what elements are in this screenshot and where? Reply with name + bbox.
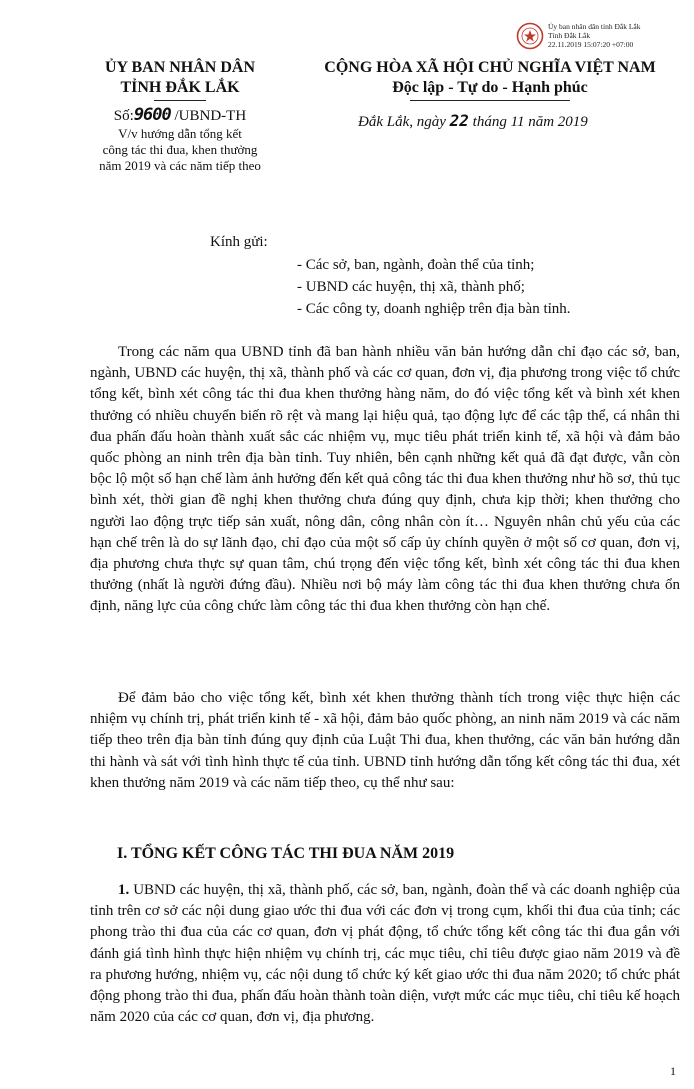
subject-line-2: công tác thi đua, khen thưởng	[102, 142, 258, 157]
subject-line-3: năm 2019 và các năm tiếp theo	[99, 158, 261, 173]
national-title: CỘNG HÒA XÃ HỘI CHỦ NGHĨA VIỆT NAM	[324, 59, 656, 76]
signature-line-1: Ủy ban nhân dân tỉnh Đắk Lắk	[548, 22, 641, 31]
date-suffix: tháng 11 năm 2019	[468, 114, 588, 130]
header-right	[300, 58, 680, 131]
body-paragraph-1: Trong các năm qua UBND tỉnh đã ban hành nhiều văn bản hướng dẫn chỉ đạo các sở, ban, ngành, UBND các huyện, thị xã, thành phố và các cơ quan, đơn vị, địa phương trong việc tổ chức tổng kết, bình xét công tác thi đua khen thưởng hàng năm, do đó việc tổng kết và bình xét khen thưởng có nhiều chuyển biến rõ rệt và mang lại hiệu quả, tạo động lực để các tập thể, cá nhân thi đua phấn đấu hoàn thành xuất sắc các nhiệm vụ, mục tiêu phát triển kinh tế, xã hội và đảm bảo quốc phòng an ninh trên địa bàn tỉnh. Tuy nhiên, bên cạnh những kết quả đã đạt được, vẫn còn bộc lộ một số hạn chế làm ảnh hưởng đến kết quả công tác thi đua khen thưởng như hồ sơ, thủ tục bình xét, thời gian đề nghị khen thưởng chưa đúng quy định, chưa kịp thời; khen thưởng cho người lao động trực tiếp sản xuất, nông dân, công nhân còn ít… Nguyên nhân chủ yếu của các hạn chế trên là do sự lãnh đạo, chỉ đạo của một số cấp ủy chính quyền ở một số cơ quan, đơn vị, địa phương chưa thực sự quan tâm, chú trọng đến việc tổng kết, bình xét công tác thi đua khen thưởng (nhất là người đứng đầu). Nhiều nơi bộ máy làm công tác thi đua khen thưởng chưa ổn định, năng lực của công chức làm công tác thi đua khen thưởng còn hạn chế.	[90, 344, 680, 615]
date-day: 22	[449, 111, 469, 130]
recipient-item: - Các sở, ban, ngành, đoàn thể của tỉnh;	[297, 257, 535, 273]
header-left	[70, 58, 290, 174]
national-motto: Độc lập - Tự do - Hạnh phúc	[392, 79, 588, 96]
signature-line-3: 22.11.2019 15:07:20 +07:00	[548, 40, 634, 49]
section-heading: I. TỔNG KẾT CÔNG TÁC THI ĐUA NĂM 2019	[117, 845, 455, 862]
place-date	[300, 111, 680, 131]
recipients-label: Kính gửi:	[210, 234, 268, 250]
seal-icon	[516, 22, 544, 50]
signature-line-2: Tỉnh Đắk Lắk	[548, 31, 591, 40]
page-number: 1	[670, 1064, 676, 1078]
item-number: 1.	[118, 882, 130, 898]
docno-number: 9600	[133, 105, 171, 125]
digital-signature	[516, 22, 686, 58]
docno-suffix: /UBND-TH	[170, 108, 247, 124]
subject-line-1: V/v hướng dẫn tổng kết	[118, 126, 242, 141]
item-text: UBND các huyện, thị xã, thành phố, các sở, ban, ngành, đoàn thể và các doanh nghiệp của tỉnh trên cơ sở các nội dung giao ước thi đua với các đơn vị trong cụm, khối thi đua của tỉnh; các phong trào thi đua của các cơ quan, đơn vị phát động, tổ chức tổng kết công tác thi đua gắn với đánh giá tình hình thực hiện nhiệm vụ chính trị, các mục tiêu, chỉ tiêu được giao năm 2019 và đề ra phương hướng, nhiệm vụ, các nội dung tổ chức ký kết giao ước thi đua năm 2020; tổ chức phát động phong trào thi đua, phấn đấu hoàn thành toàn diện, vượt mức các mục tiêu, chỉ tiêu kế hoạch năm 2020 của các cơ quan, đơn vị, địa phương.	[90, 882, 680, 1026]
body-paragraph-2: Để đảm bảo cho việc tổng kết, bình xét khen thưởng thành tích trong việc thực hiện các nhiệm vụ chính trị, phát triển kinh tế - xã hội, đảm bảo quốc phòng, an ninh năm 2019 và các năm tiếp theo trên địa bàn tỉnh đúng quy định của Luật Thi đua, khen thưởng, các văn bản hướng dẫn thi hành và sát với tình hình thực tế của tỉnh. UBND tỉnh hướng dẫn tổng kết công tác thi đua, xét khen thưởng năm 2019 và các năm tiếp theo, cụ thể như sau:	[90, 690, 680, 791]
recipient-item: - UBND các huyện, thị xã, thành phố;	[297, 279, 525, 295]
header-left-rule	[154, 100, 206, 101]
date-prefix: Đắk Lắk, ngày	[358, 114, 450, 130]
recipient-item: - Các công ty, doanh nghiệp trên địa bàn tỉnh.	[297, 301, 571, 317]
docno-prefix: Số:	[113, 108, 134, 124]
header-right-rule	[410, 100, 570, 101]
document-number	[70, 105, 290, 126]
body-paragraph-3	[90, 880, 680, 1028]
org-name-line-1: ỦY BAN NHÂN DÂN	[104, 59, 256, 76]
org-name-line-2: TỈNH ĐẮK LẮK	[120, 79, 240, 96]
